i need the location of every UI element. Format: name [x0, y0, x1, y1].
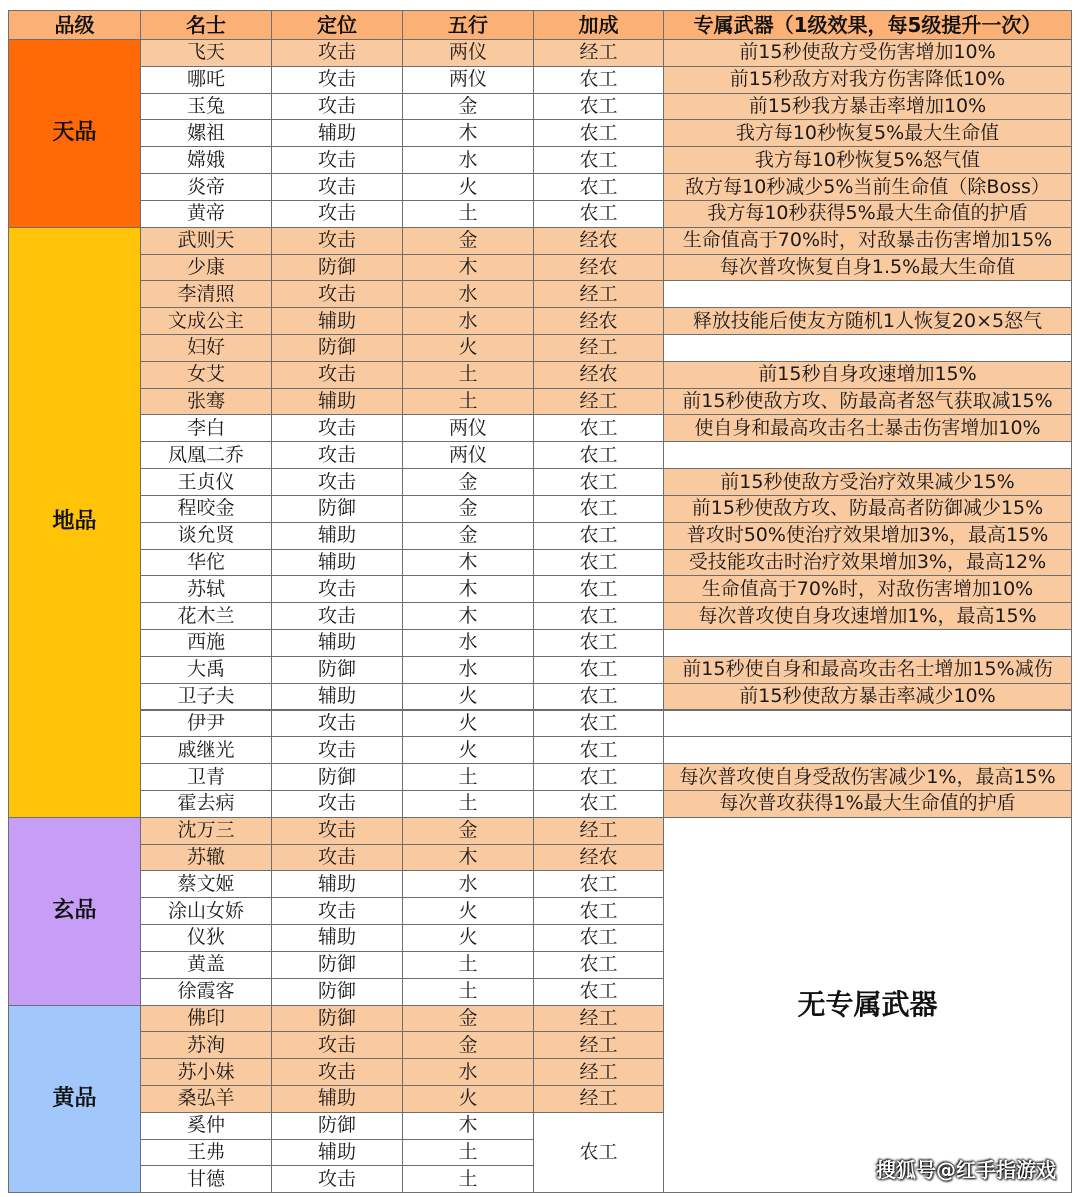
hero-role: 防御 — [271, 1005, 403, 1033]
hero-name: 哪吒 — [140, 66, 272, 94]
hero-role: 攻击 — [271, 575, 403, 603]
hero-element: 水 — [402, 1058, 534, 1086]
hero-bonus: 经工 — [533, 817, 664, 845]
hero-element: 金 — [402, 1031, 534, 1059]
hero-name: 凤凰二乔 — [140, 441, 272, 469]
hero-element: 水 — [402, 870, 534, 898]
hero-role: 攻击 — [271, 93, 403, 121]
hero-role: 防御 — [271, 978, 403, 1006]
hero-role: 辅助 — [271, 522, 403, 550]
hero-weapon: 前15秒使敌方受伤害增加10% — [663, 39, 1072, 67]
hero-element: 水 — [402, 656, 534, 684]
hero-weapon: 前15秒使敌方攻、防最高者怒气获取减15% — [663, 388, 1072, 416]
hero-bonus: 经工 — [533, 1085, 664, 1113]
hero-role: 防御 — [271, 951, 403, 979]
hero-role: 攻击 — [271, 280, 403, 308]
hero-element: 金 — [402, 1005, 534, 1033]
hero-element: 土 — [402, 1139, 534, 1167]
hero-role: 攻击 — [271, 39, 403, 67]
hero-bonus: 农工 — [533, 870, 664, 898]
hero-bonus: 农工 — [533, 146, 664, 174]
hero-element: 金 — [402, 468, 534, 496]
hero-bonus: 农工 — [533, 790, 664, 818]
hero-weapon: 受技能攻击时治疗效果增加3%，最高12% — [663, 549, 1072, 577]
tier-cell: 天品 — [8, 39, 141, 228]
hero-name: 涂山女娇 — [140, 897, 272, 925]
hero-bonus: 经农 — [533, 307, 664, 335]
hero-role: 攻击 — [271, 602, 403, 630]
hero-role: 防御 — [271, 656, 403, 684]
merged-bonus-cell: 农工 — [533, 1112, 664, 1193]
hero-role: 辅助 — [271, 1139, 403, 1167]
hero-bonus: 农工 — [533, 978, 664, 1006]
hero-element: 水 — [402, 146, 534, 174]
hero-element: 木 — [402, 844, 534, 872]
hero-element: 两仪 — [402, 66, 534, 94]
hero-role: 攻击 — [271, 736, 403, 764]
hero-name: 玉兔 — [140, 93, 272, 121]
hero-role: 攻击 — [271, 441, 403, 469]
hero-element: 两仪 — [402, 441, 534, 469]
hero-bonus: 经农 — [533, 844, 664, 872]
hero-weapon: 前15秒我方暴击率增加10% — [663, 93, 1072, 121]
hero-element: 两仪 — [402, 39, 534, 67]
hero-weapon: 前15秒使敌方暴击率减少10% — [663, 683, 1072, 711]
hero-bonus: 经工 — [533, 39, 664, 67]
hero-name: 奚仲 — [140, 1112, 272, 1140]
hero-element: 火 — [402, 710, 534, 738]
hero-weapon: 释放技能后使友方随机1人恢复20×5怒气 — [663, 307, 1072, 335]
hero-role: 防御 — [271, 254, 403, 282]
hero-weapon — [663, 736, 1072, 764]
hero-bonus: 农工 — [533, 200, 664, 228]
hero-name: 妇好 — [140, 334, 272, 362]
hero-role: 攻击 — [271, 173, 403, 201]
hero-role: 攻击 — [271, 817, 403, 845]
hero-element: 火 — [402, 683, 534, 711]
hero-weapon: 每次普攻获得1%最大生命值的护盾 — [663, 790, 1072, 818]
hero-weapon: 我方每10秒恢复5%最大生命值 — [663, 119, 1072, 147]
hero-element: 土 — [402, 951, 534, 979]
hero-bonus: 农工 — [533, 683, 664, 711]
hero-weapon: 每次普攻使自身攻速增加1%，最高15% — [663, 602, 1072, 630]
hero-role: 攻击 — [271, 200, 403, 228]
hero-role: 攻击 — [271, 790, 403, 818]
hero-role: 防御 — [271, 334, 403, 362]
hero-role: 攻击 — [271, 227, 403, 255]
hero-role: 辅助 — [271, 924, 403, 952]
hero-element: 金 — [402, 522, 534, 550]
no-weapon-cell: 无专属武器 — [663, 817, 1072, 1193]
hero-role: 辅助 — [271, 1085, 403, 1113]
hero-role: 攻击 — [271, 710, 403, 738]
hero-bonus: 经工 — [533, 388, 664, 416]
hero-bonus: 经工 — [533, 1031, 664, 1059]
hero-name: 花木兰 — [140, 602, 272, 630]
hero-bonus: 农工 — [533, 495, 664, 523]
hero-bonus: 农工 — [533, 66, 664, 94]
hero-bonus: 农工 — [533, 119, 664, 147]
hero-bonus: 经农 — [533, 361, 664, 389]
hero-element: 木 — [402, 119, 534, 147]
hero-name: 苏辙 — [140, 844, 272, 872]
hero-bonus: 农工 — [533, 549, 664, 577]
tier-cell: 黄品 — [8, 1005, 141, 1194]
hero-bonus: 农工 — [533, 763, 664, 791]
hero-name: 苏小妹 — [140, 1058, 272, 1086]
hero-name: 少康 — [140, 254, 272, 282]
hero-role: 攻击 — [271, 1165, 403, 1193]
hero-bonus: 农工 — [533, 414, 664, 442]
tier-cell: 玄品 — [8, 817, 141, 1006]
hero-weapon — [663, 441, 1072, 469]
hero-bonus: 农工 — [533, 736, 664, 764]
hero-role: 辅助 — [271, 629, 403, 657]
header-grade: 品级 — [8, 10, 141, 40]
hero-bonus: 农工 — [533, 629, 664, 657]
hero-bonus: 农工 — [533, 951, 664, 979]
hero-weapon: 敌方每10秒减少5%当前生命值（除Boss） — [663, 173, 1072, 201]
hero-name: 飞天 — [140, 39, 272, 67]
hero-weapon: 前15秒使自身和最高攻击名士增加15%减伤 — [663, 656, 1072, 684]
hero-name: 嫘祖 — [140, 119, 272, 147]
hero-element: 土 — [402, 200, 534, 228]
hero-bonus: 经工 — [533, 1058, 664, 1086]
hero-bonus: 经农 — [533, 254, 664, 282]
hero-bonus: 农工 — [533, 575, 664, 603]
hero-name: 沈万三 — [140, 817, 272, 845]
hero-name: 王贞仪 — [140, 468, 272, 496]
hero-element: 火 — [402, 924, 534, 952]
hero-weapon: 前15秒使敌方攻、防最高者防御减少15% — [663, 495, 1072, 523]
hero-role: 防御 — [271, 495, 403, 523]
hero-bonus: 农工 — [533, 710, 664, 738]
hero-weapon: 每次普攻恢复自身1.5%最大生命值 — [663, 254, 1072, 282]
hero-role: 辅助 — [271, 119, 403, 147]
hero-element: 木 — [402, 575, 534, 603]
hero-element: 金 — [402, 817, 534, 845]
hero-name: 文成公主 — [140, 307, 272, 335]
hero-name: 甘德 — [140, 1165, 272, 1193]
hero-role: 攻击 — [271, 1058, 403, 1086]
hero-role: 攻击 — [271, 1031, 403, 1059]
hero-name: 华佗 — [140, 549, 272, 577]
hero-name: 张骞 — [140, 388, 272, 416]
hero-name: 蔡文姬 — [140, 870, 272, 898]
hero-name: 女艾 — [140, 361, 272, 389]
hero-name: 炎帝 — [140, 173, 272, 201]
hero-role: 防御 — [271, 763, 403, 791]
hero-role: 攻击 — [271, 897, 403, 925]
hero-weapon: 普攻时50%使治疗效果增加3%，最高15% — [663, 522, 1072, 550]
hero-weapon: 生命值高于70%时，对敌伤害增加10% — [663, 575, 1072, 603]
hero-name: 伊尹 — [140, 710, 272, 738]
hero-bonus: 农工 — [533, 656, 664, 684]
hero-role: 攻击 — [271, 146, 403, 174]
hero-bonus: 农工 — [533, 924, 664, 952]
hero-role: 防御 — [271, 1112, 403, 1140]
hero-name: 黄盖 — [140, 951, 272, 979]
hero-weapon — [663, 710, 1072, 738]
hero-element: 水 — [402, 629, 534, 657]
hero-weapon: 前15秒敌方对我方伤害降低10% — [663, 66, 1072, 94]
hero-name: 苏洵 — [140, 1031, 272, 1059]
watermark: 搜狐号@红手指游戏 — [876, 1158, 1056, 1182]
hero-bonus: 经工 — [533, 334, 664, 362]
hero-element: 木 — [402, 254, 534, 282]
hero-weapon: 生命值高于70%时，对敌暴击伤害增加15% — [663, 227, 1072, 255]
hero-name: 武则天 — [140, 227, 272, 255]
hero-name: 仪狄 — [140, 924, 272, 952]
hero-weapon — [663, 629, 1072, 657]
hero-element: 火 — [402, 1085, 534, 1113]
hero-element: 木 — [402, 549, 534, 577]
hero-bonus: 经工 — [533, 280, 664, 308]
hero-element: 火 — [402, 897, 534, 925]
hero-role: 辅助 — [271, 307, 403, 335]
tier-cell: 地品 — [8, 227, 141, 818]
hero-element: 金 — [402, 93, 534, 121]
hero-role: 辅助 — [271, 683, 403, 711]
hero-name: 戚继光 — [140, 736, 272, 764]
hero-element: 土 — [402, 790, 534, 818]
hero-name: 黄帝 — [140, 200, 272, 228]
hero-weapon: 每次普攻使自身受敌伤害减少1%，最高15% — [663, 763, 1072, 791]
hero-name: 西施 — [140, 629, 272, 657]
hero-element: 水 — [402, 280, 534, 308]
hero-role: 攻击 — [271, 66, 403, 94]
hero-element: 火 — [402, 173, 534, 201]
hero-element: 水 — [402, 307, 534, 335]
hero-bonus: 农工 — [533, 602, 664, 630]
hero-name: 大禹 — [140, 656, 272, 684]
hero-name: 徐霞客 — [140, 978, 272, 1006]
header-weapon: 专属武器（1级效果，每5级提升一次） — [663, 10, 1072, 40]
hero-name: 李清照 — [140, 280, 272, 308]
hero-bonus: 经工 — [533, 1005, 664, 1033]
hero-bonus: 农工 — [533, 93, 664, 121]
hero-role: 辅助 — [271, 388, 403, 416]
hero-role: 攻击 — [271, 414, 403, 442]
header-bonus: 加成 — [533, 10, 664, 40]
hero-name: 李白 — [140, 414, 272, 442]
hero-weapon: 使自身和最高攻击名士暴击伤害增加10% — [663, 414, 1072, 442]
hero-name: 程咬金 — [140, 495, 272, 523]
hero-name: 佛印 — [140, 1005, 272, 1033]
hero-element: 金 — [402, 495, 534, 523]
hero-role: 攻击 — [271, 844, 403, 872]
hero-weapon — [663, 280, 1072, 308]
hero-name: 嫦娥 — [140, 146, 272, 174]
hero-bonus: 农工 — [533, 522, 664, 550]
hero-element: 木 — [402, 602, 534, 630]
hero-name: 谈允贤 — [140, 522, 272, 550]
hero-role: 攻击 — [271, 468, 403, 496]
hero-element: 火 — [402, 736, 534, 764]
header-element: 五行 — [402, 10, 534, 40]
hero-name: 桑弘羊 — [140, 1085, 272, 1113]
hero-weapon: 前15秒自身攻速增加15% — [663, 361, 1072, 389]
hero-name: 卫青 — [140, 763, 272, 791]
hero-bonus: 农工 — [533, 468, 664, 496]
hero-element: 火 — [402, 334, 534, 362]
hero-bonus: 农工 — [533, 441, 664, 469]
hero-element: 土 — [402, 1165, 534, 1193]
hero-element: 土 — [402, 763, 534, 791]
hero-bonus: 经农 — [533, 227, 664, 255]
hero-weapon: 前15秒使敌方受治疗效果减少15% — [663, 468, 1072, 496]
hero-element: 土 — [402, 388, 534, 416]
header-name: 名士 — [140, 10, 272, 40]
hero-weapon: 我方每10秒恢复5%怒气值 — [663, 146, 1072, 174]
hero-element: 金 — [402, 227, 534, 255]
hero-bonus: 农工 — [533, 897, 664, 925]
hero-name: 霍去病 — [140, 790, 272, 818]
hero-role: 攻击 — [271, 361, 403, 389]
hero-weapon — [663, 334, 1072, 362]
hero-name: 卫子夫 — [140, 683, 272, 711]
hero-bonus: 农工 — [533, 173, 664, 201]
hero-element: 两仪 — [402, 414, 534, 442]
hero-element: 木 — [402, 1112, 534, 1140]
hero-role: 辅助 — [271, 549, 403, 577]
hero-element: 土 — [402, 361, 534, 389]
hero-weapon: 我方每10秒获得5%最大生命值的护盾 — [663, 200, 1072, 228]
hero-element: 土 — [402, 978, 534, 1006]
hero-name: 王弗 — [140, 1139, 272, 1167]
hero-role: 辅助 — [271, 870, 403, 898]
hero-name: 苏轼 — [140, 575, 272, 603]
header-role: 定位 — [271, 10, 403, 40]
